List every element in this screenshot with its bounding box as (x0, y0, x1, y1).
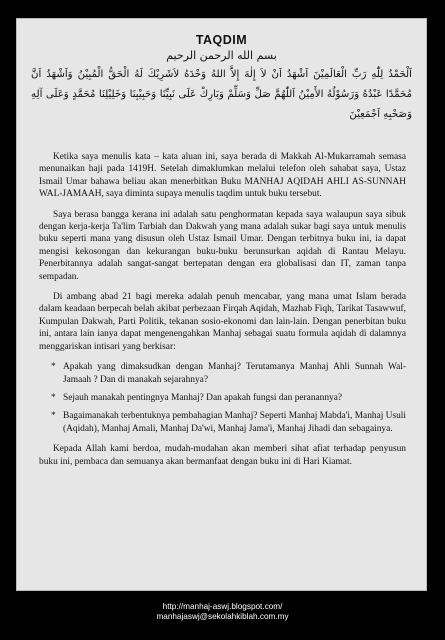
bullet-item (51, 392, 406, 404)
paragraph-1: Ketika saya menulis kata – kata aluan ini, saya berada di Makkah Al-Mukarramah semasa menunaikan haji pada 1419H. Setelah dimaklumkan melalui telefon oleh sahabat saya, Ustaz Ismail Umar bahawa beliau akan menerbitkan Buku MANHAJ AQIDAH AHLI AS-SUNNAH WAL-JAMAAH, saya diminta supaya menulis taqdim untuk buku tersebut. (39, 152, 406, 200)
footer-url[interactable]: http://manhaj-aswj.blogspot.com/ (162, 602, 283, 611)
scanned-page (16, 18, 427, 591)
paragraph-3: Di ambang abad 21 bagi mereka adalah penuh mencabar, yang mana umat Islam berada dalam keadaan berpecah belah akibat perbezaan Firqah Aqidah, Mazhab Fiqh, Tarikat Tasawwuf, Kumpulan Dakwah, Parti Politik, tekanan sosio-ekonomi dan lain-lain. Dengan penerbitan buku ini, antara lain ianya dapat mengenengahkan Manhaj sebagai suatu formula aqidah di dalamnya menggariskan intisari yang berkisar: (39, 292, 406, 352)
closing-paragraph: Kepada Allah kami berdoa, mudah-mudahan akan memberi sihat afiat terhadap penyusun buku ini, pembaca dan semuanya akan bermanfaat dengan buku ini di Hari Kiamat. (39, 444, 406, 467)
bullet-text: Apakah yang dimaksudkan dengan Manhaj? Terutamanya Manhaj Ahli Sunnah Wal-Jamaah ? Dan di manakah sejarahnya? (63, 362, 406, 385)
arabic-praise-text: اَلْحَمْدُ لِلّٰهِ رَبِّ الْعَالَمِيْنَ اَشْهَدُ اَنْ لاَ إِلٰهَ إِلاَّ اللهُ وَحْدَهُ لاَشَرِيْكَ لَهُ الْحَقُّ الْمُبِيْنُ وَاَشْهَدُ اَنَّ مُحَمَّدًا عَبْدُهُ وَرَسُوْلُهُ الأَمِيْنُ اَللّٰهُمَّ صَلِّ وَسَلِّمْ وَبَارِكْ عَلَى نَبِيِّنَا وَحَبِيْبِنَا وَخَلِيْلِنَا مُحَمَّدٍ وَعَلَى آلِهِ وَصَحْبِهِ اَجْمَعِيْنَ (31, 69, 412, 120)
bullet-item (51, 410, 406, 435)
bullet-marker: * (51, 411, 56, 422)
bullet-list (39, 361, 406, 435)
bismillah-text: بسم الله الرحمن الرحيم (166, 49, 277, 62)
bullet-text: Sejauh manakah pentingnya Manhaj? Dan apakah fungsi dan peranannya? (63, 392, 343, 403)
bullet-item (51, 361, 406, 386)
bullet-marker: * (51, 392, 56, 403)
bullet-marker: * (51, 362, 56, 373)
footer-email[interactable]: manhajaswj@sekolahkiblah.com.my (156, 612, 289, 621)
bullet-text: Bagaimanakah terbentuknya pembahagian Manhaj? Seperti Manhaj Mabda'i, Manhaj Usuli (Aqidah), Manhaj Amali, Manhaj Da'wi, Manhaj Jama'i, Manhaj Jihadi dan sebagainya. (63, 411, 406, 434)
document-body (39, 151, 406, 476)
footer (0, 602, 445, 622)
page-title: TAQDIM (195, 33, 248, 47)
paragraph-2: Saya berasa bangga kerana ini adalah satu penghormatan kepada saya walaupun saya sibuk dengan kerja-kerja Ta'lim Tarbiah dan Dakwah yang mana adalah sukar bagi saya untuk menulis buku seperti mana yang disusun oleh Ustaz Ismail Umar. Dengan terbitnya buku ini, ia dapat mengisi kekosongan dan kekurangan buku-buku berunsurkan aqidah di Rantau Melayu. Penerbitannya adalah sangat-sangat bertepatan dengan era globalisasi dan IT, zaman tanpa sempadan. (39, 209, 406, 282)
